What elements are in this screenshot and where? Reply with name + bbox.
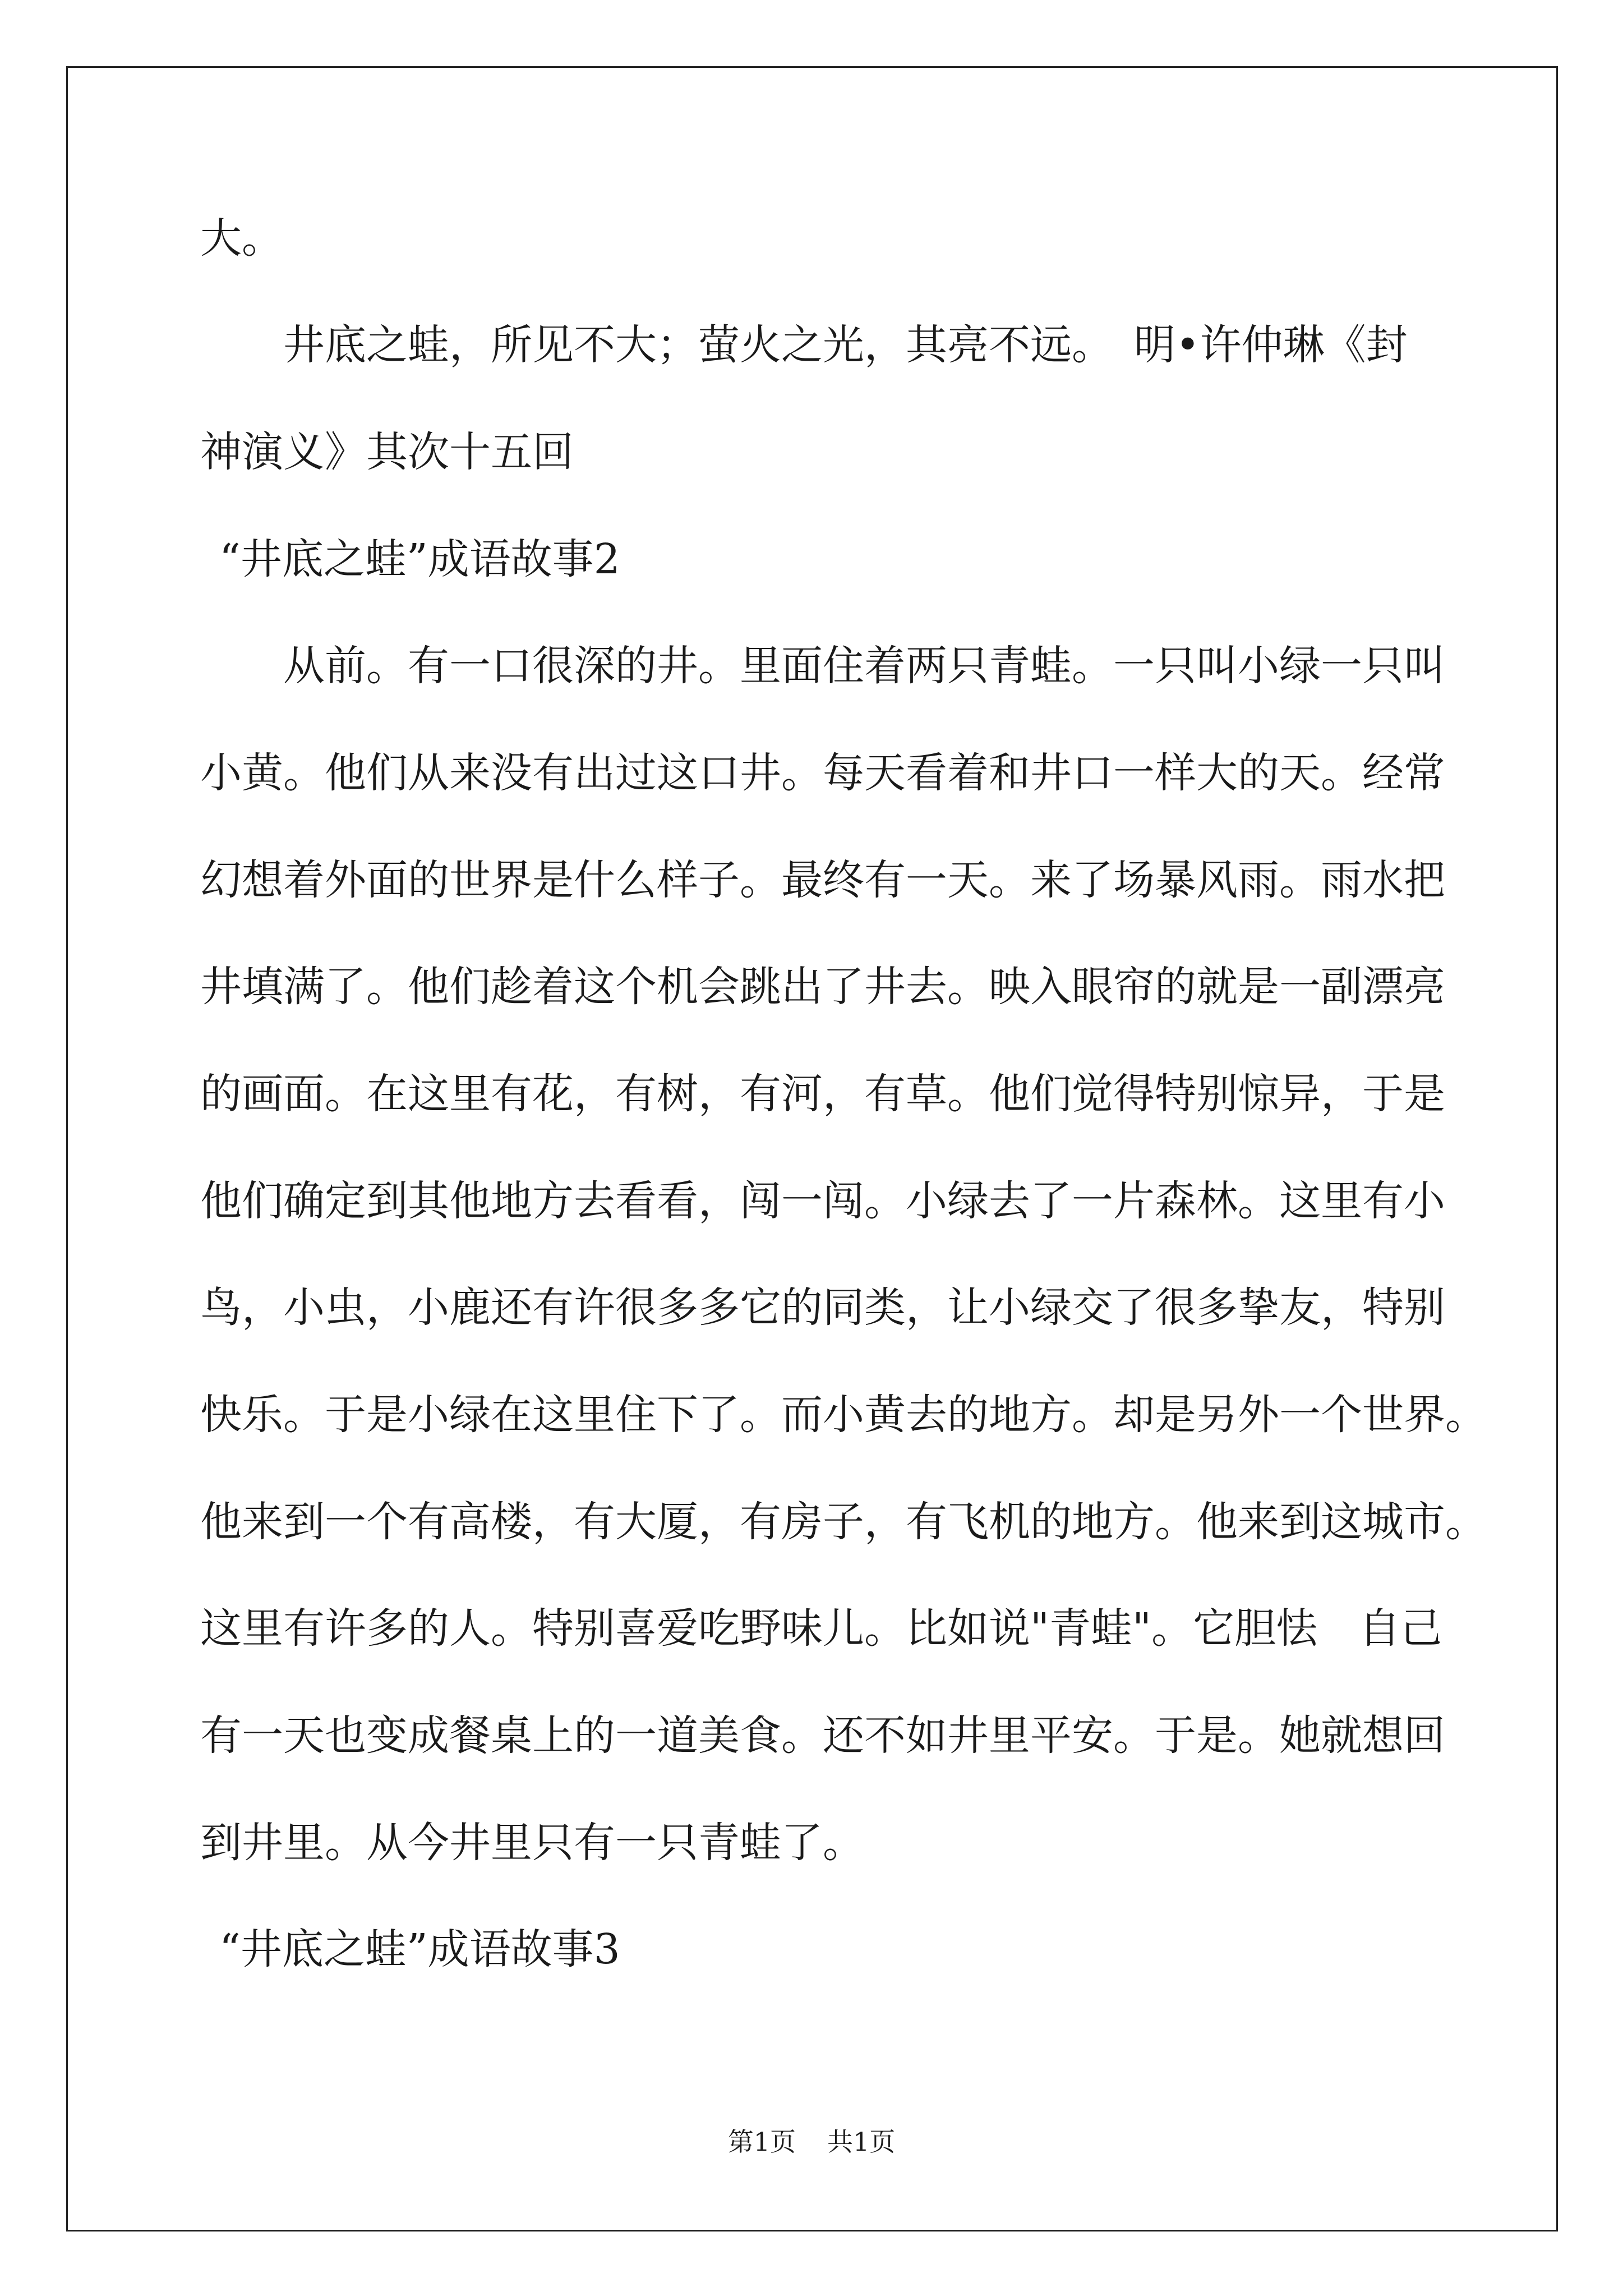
- text-line: 井底之蛙，所见不大；萤火之光，其亮不远。 明•许仲琳《封: [283, 321, 1408, 369]
- text-line: 井填满了。他们趁着这个机会跳出了井去。映入眼帘的就是一副漂亮: [200, 963, 1445, 1011]
- text-line: 他们确定到其他地方去看看，闯一闯。小绿去了一片森林。这里有小: [200, 1177, 1445, 1225]
- text-line: 神演义》其次十五回: [200, 428, 574, 476]
- page-number: 第1页: [727, 2127, 796, 2157]
- page-total: 共1页: [827, 2127, 896, 2157]
- text-line: 幻想着外面的世界是什么样子。最终有一天。来了场暴风雨。雨水把: [200, 856, 1445, 904]
- text-line: 快乐。于是小绿在这里住下了。而小黄去的地方。却是另外一个世界。: [200, 1391, 1487, 1439]
- section-heading: “井底之蛙”成语故事2: [219, 535, 620, 583]
- text-line: 鸟，小虫，小鹿还有许很多多它的同类，让小绿交了很多挚友，特别: [200, 1283, 1445, 1332]
- page-border: [66, 66, 1558, 2231]
- section-heading: “井底之蛙”成语故事3: [219, 1925, 620, 1973]
- text-line: 这里有许多的人。特别喜爱吃野味儿。比如说"青蛙"。它胆怯 自己: [200, 1604, 1442, 1653]
- text-line: 从前。有一口很深的井。里面住着两只青蛙。一只叫小绿一只叫: [283, 642, 1445, 690]
- text-line: 到井里。从今井里只有一只青蛙了。: [200, 1819, 864, 1867]
- text-line: 的画面。在这里有花，有树，有河，有草。他们觉得特别惊异，于是: [200, 1070, 1445, 1118]
- text-line: 小黄。他们从来没有出过这口井。每天看着和井口一样大的天。经常: [200, 749, 1445, 797]
- text-line: 有一天也变成餐桌上的一道美食。还不如井里平安。于是。她就想回: [200, 1711, 1445, 1760]
- text-line: 大。: [200, 214, 283, 263]
- text-line: 他来到一个有高楼，有大厦，有房子，有飞机的地方。他来到这城市。: [200, 1498, 1487, 1546]
- page-footer: [0, 2125, 1623, 2159]
